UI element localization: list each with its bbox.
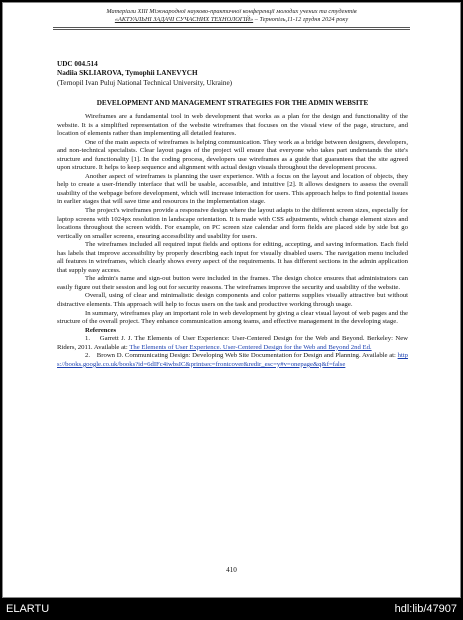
- paragraph: The admin's name and sign-out button were included in the frames. The design choice ensures that administrators can easily figure out their session and log out for security reasons. The wireframes improve the security and usability of the website.: [57, 275, 408, 291]
- reference-number: 2.: [85, 352, 91, 360]
- running-head-line2: [23, 16, 440, 24]
- paper-body: [57, 113, 408, 369]
- reference-item: [57, 335, 408, 352]
- reference-link[interactable]: The Elements of User Experience. User-Centered Design for the Web and Beyond 2nd Ed.: [129, 343, 372, 351]
- paragraph: Wireframes are a fundamental tool in web development that works as a plan for the design and functionality of the website. It is a simplified representation of the website wireframes that focuses on the visual view of the page, structure, and location of elements rather than implementing all detailed features.: [57, 113, 408, 138]
- repository-footer: [0, 598, 463, 620]
- reference-text: Brown D. Communicating Design: Developing Web Site Documentation for Design and Planning. Available at:: [96, 352, 398, 360]
- affiliation: (Ternopil Ivan Puluj National Technical University, Ukraine): [57, 79, 233, 87]
- paragraph: The project's wireframes provide a responsive design where the layout adapts to the different screen sizes, especially for laptop screens with 1024px resolution in landscape orientation. It is made with CSS adjustments, which change element sizes and locations throughout the screen width. For example, on PC screen size calendar and form fields are placed side by side but go vertically on smaller screens, ensuring accessibility and usability for users.: [57, 207, 408, 240]
- conference-place-date: – Тернопіль,11-12 грудня 2024 року: [253, 16, 349, 24]
- header-rule: [53, 27, 410, 30]
- paragraph: Another aspect of wireframes is planning the user experience. With a focus on the layout and location of objects, they help to create a user-friendly interface that will be usable, accessible, and intuitive [2]. It allows designers to assess the overall usability of the webpage before development, which will increase interaction for users. This approach helps to find potential issues in earlier stages that will save time and resources in the implementation stage.: [57, 172, 408, 206]
- paragraph: The wireframes included all required input fields and options for editing, accepting, and saving information. Each field has labels that improve accessibility by properly describing each input for visually disabled users. The navigation menu included all features in wireframes, which clearly shows every aspect of the requirements. It has different sections in the admin application that supply easy access.: [57, 241, 408, 274]
- paper-page: [2, 2, 461, 598]
- references-heading: References: [85, 326, 117, 334]
- paper-title: DEVELOPMENT AND MANAGEMENT STRATEGIES FOR THE ADMIN WEBSITE: [96, 99, 369, 107]
- udc-code: UDC 004.514: [57, 60, 98, 68]
- reference-text: Garrett J. J. The Elements of User Experience: User-Centered Design for the Web and Beyond. Berkeley: New Riders, 2011. Available at:: [57, 335, 408, 351]
- conference-title: «АКТУАЛЬНІ ЗАДАЧІ СУЧАСНИХ ТЕХНОЛОГІЙ»: [114, 16, 254, 24]
- authors: Nadiia SKLIAROVA, Tymophii LANEVYCH: [57, 69, 198, 77]
- reference-link[interactable]: https://books.google.co.uk/books?id=6dIFc4iwbsIC&printsec=frontcover&redir_esc=y#v=onepage&q&f=false: [57, 352, 408, 368]
- running-head-line1: Матеріали XIII Міжнародної науково-практичної конференції молодих учених та студентів: [106, 8, 357, 15]
- handle-id: hdl:lib/47907: [394, 603, 457, 615]
- paragraph: In summary, wireframes play an important role in web development by giving a clear visual layout of web pages and the structure of the overall project. They enhance communication among teams, and effective management in the developing stage.: [57, 309, 408, 326]
- reference-item: [57, 352, 408, 369]
- page-number: 410: [226, 566, 237, 574]
- reference-number: 1.: [85, 335, 91, 343]
- repository-name: ELARTU: [6, 603, 50, 615]
- paragraph: Overall, using of clear and minimalistic design components and color patterns supplies visually attractive but without distractive elements. This approach will help to focus users on the task and productive working through usage.: [57, 292, 408, 309]
- paragraph: One of the main aspects of wireframes is helping communication. They work as a bridge between designers, developers, and non-technical specialists. Clear layout pages of the project will ensure that everyone who takes part understands the site's structure and functionality [1]. In the coding process, developers use wireframes as a guide that guarantees that the site agreed upon structure. It helps to keep sequence and alignment with actual design visuals throughout the development process.: [57, 138, 408, 172]
- running-head: [23, 8, 440, 25]
